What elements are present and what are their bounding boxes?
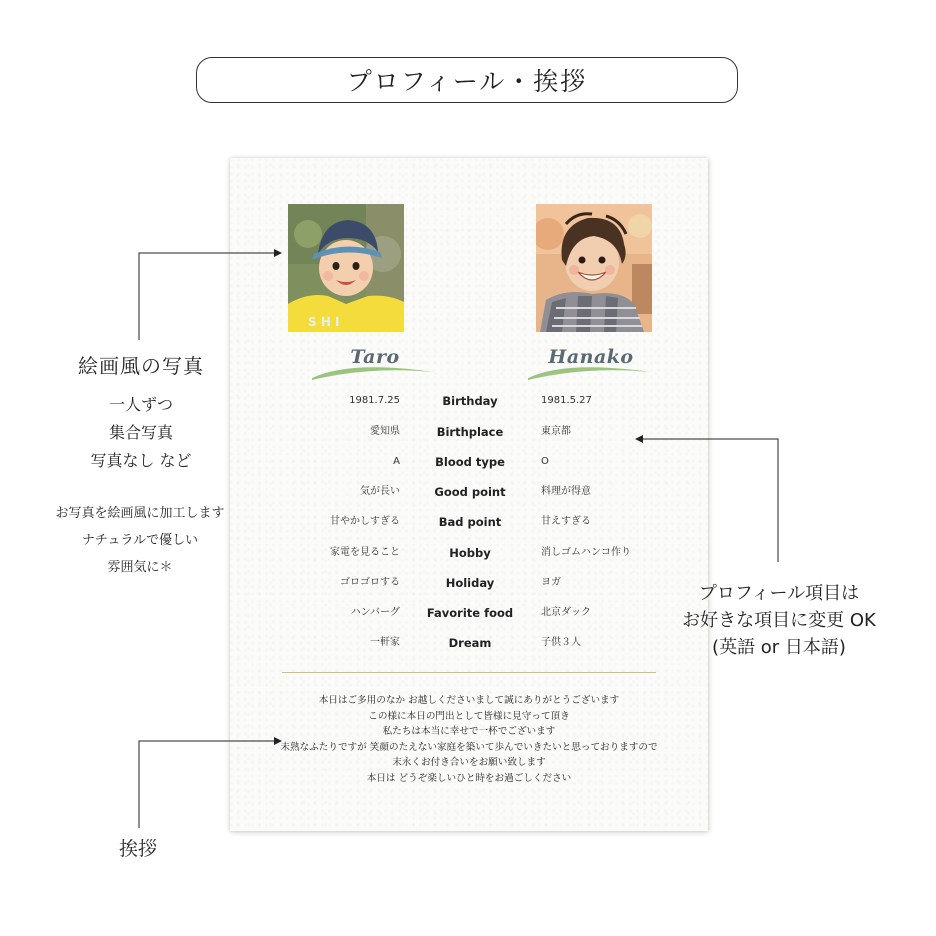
hanako-value: 子供３人	[541, 637, 581, 648]
row-label: Favorite food	[426, 606, 514, 620]
profile-row-bad-point	[230, 512, 708, 532]
profile-row-birthday	[230, 391, 708, 411]
hanako-value: ヨガ	[541, 577, 561, 588]
annotation-photo-title: 絵画風の写真	[78, 354, 204, 378]
greeting-line: 私たちは本当に幸せで一杯でございます	[382, 726, 556, 738]
profile-row-favorite-food	[230, 603, 708, 623]
name-taro	[310, 346, 440, 380]
hanako-value: O	[541, 456, 549, 467]
taro-value: 1981.7.25	[349, 395, 400, 406]
taro-value: 気が長い	[360, 486, 400, 497]
annotation-greeting: 挨拶	[118, 838, 157, 860]
profile-row-good-point	[230, 482, 708, 502]
profile-card	[230, 158, 708, 831]
hanako-value: 料理が得意	[541, 486, 591, 497]
annotation-photo-option: 一人ずつ	[108, 395, 173, 414]
page-title	[196, 57, 738, 103]
profile-row-hobby	[230, 543, 708, 563]
photo-taro	[288, 204, 404, 332]
divider-line	[282, 672, 656, 673]
annotation-photo-desc: お写真を絵画風に加工します	[55, 506, 225, 521]
taro-value: 甘やかしすぎる	[330, 516, 400, 527]
annotation-profile: (英語 or 日本語)	[712, 637, 846, 658]
greeting-line: 本日は どうぞ楽しいひと時をお過ごしください	[366, 772, 572, 784]
svg-text:S H I: S H I	[308, 315, 340, 329]
row-label: Good point	[434, 485, 506, 499]
name-hanako	[526, 346, 656, 380]
greeting-line: 末永くお付き合いをお願い致します	[392, 757, 546, 769]
page-title-text: プロフィール・挨拶	[346, 67, 588, 96]
name-taro-text: Taro	[350, 346, 400, 368]
taro-value: A	[393, 456, 400, 467]
hanako-value: 消しゴムハンコ作り	[541, 547, 631, 558]
hanako-value: 東京都	[541, 426, 571, 437]
taro-value: 一軒家	[370, 637, 400, 648]
hanako-value: 甘えすぎる	[541, 516, 591, 527]
greeting-line: 未熟なふたりですが 笑顔のたえない家庭を築いて歩んでいきたいと思っておりますので	[280, 741, 658, 753]
row-label: Hobby	[449, 546, 491, 560]
row-label: Blood type	[435, 455, 505, 469]
annotation-photo-option: 集合写真	[108, 423, 173, 442]
profile-row-blood-type	[230, 452, 708, 472]
profile-row-dream	[230, 633, 708, 653]
row-label: Dream	[448, 636, 492, 650]
annotation-photo-desc: 雰囲気に＊	[107, 560, 173, 575]
greeting-message	[230, 693, 708, 787]
row-label: Holiday	[445, 576, 495, 590]
row-label: Birthday	[442, 394, 498, 408]
annotation-profile: プロフィール項目は	[698, 583, 860, 604]
taro-value: 愛知県	[370, 426, 400, 437]
hanako-value: 北京ダック	[541, 607, 591, 618]
profile-row-birthplace	[230, 422, 708, 442]
profile-row-holiday	[230, 573, 708, 593]
name-hanako-text: Hanako	[548, 346, 634, 368]
taro-value: 家電を見ること	[330, 547, 400, 558]
row-label: Birthplace	[436, 425, 504, 439]
taro-value: ハンバーグ	[350, 607, 400, 618]
greeting-line: この様に本日の門出として皆様に見守って頂き	[368, 710, 570, 722]
annotation-photo-option: 写真なし など	[90, 451, 192, 470]
taro-value: ゴロゴロする	[340, 577, 400, 588]
annotation-photo-desc: ナチュラルで優しい	[81, 533, 199, 548]
photo-hanako	[536, 204, 652, 332]
row-label: Bad point	[438, 515, 502, 529]
hanako-value: 1981.5.27	[541, 395, 592, 406]
annotation-profile: お好きな項目に変更 OK	[682, 610, 876, 631]
greeting-line: 本日はご多用のなか お越しくださいまして誠にありがとうございます	[318, 695, 620, 706]
